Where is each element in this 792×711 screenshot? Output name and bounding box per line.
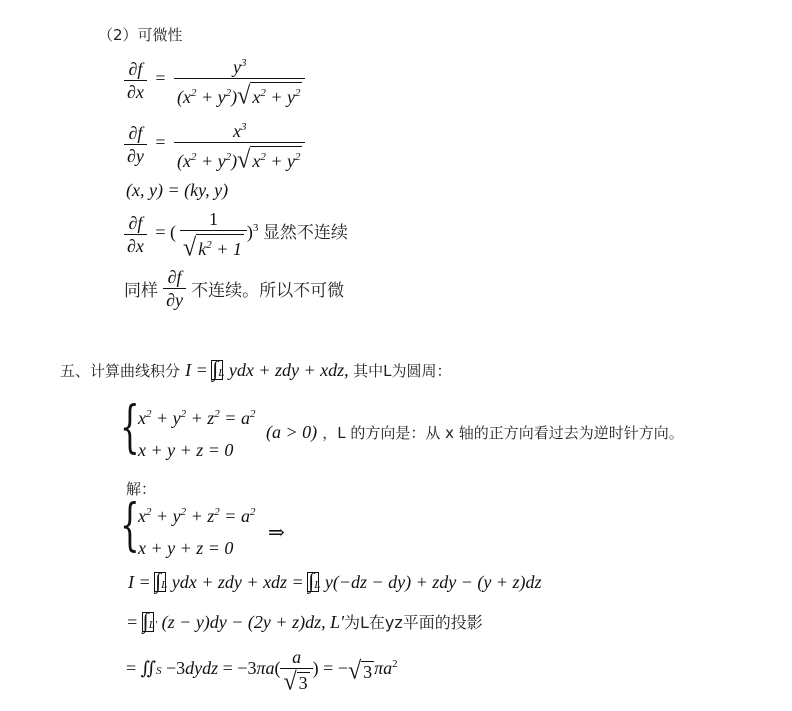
conclusion-suffix: 不连续。所以不可微 — [191, 281, 345, 301]
solution-step-1: I = ∫L ydx + zdy + xdz = ∫L y(−dz − dy) + zdy − (y + z)dz — [128, 568, 542, 593]
fraction: a √ 3 — [280, 646, 312, 694]
equation-limit: $\frac{\partial f}{\partial x}$ = ( 1 √ $k^2 + 1$ )$^3$ 显然不连续 — [124, 208, 348, 260]
system-line-2: x + y + z = 0 — [138, 440, 234, 460]
left-brace: { — [120, 493, 140, 558]
solution-step-3: = ∬S −3dydz = −3πa( a √ 3 ) = − √ 3 $\pi a^2$ — [126, 647, 398, 696]
fraction-rhs: $x^3$ $(x^2 + y^2)$ √ $x^2 + y^2$ — [174, 116, 305, 172]
problem-integral: I = ∫L ydx + zdy + xdz, — [185, 356, 354, 381]
problem-label: 五、计算曲线积分 — [60, 362, 181, 380]
solution-label: 解： — [126, 480, 157, 498]
problem-condition — [266, 422, 684, 443]
system-line-1: $x^2 + y^2 + z^2 = a^2$ — [138, 408, 256, 428]
problem-where: 其中L为圆周： — [353, 362, 452, 380]
system-line-2: x + y + z = 0 — [138, 538, 234, 558]
equation-df-dx: $\frac{\partial f}{\partial x}$ = $y^3$ $(x^2 + y^2)$ √ $x^2 + y^2$ — [124, 52, 305, 108]
condition-a-positive: (a > 0) — [266, 422, 318, 442]
left-brace: { — [120, 395, 140, 460]
section-heading: （2）可微性 — [98, 26, 183, 44]
partial-fraction-lhs: $\frac{\partial f}{\partial x}$ — [124, 58, 147, 103]
projection-text: 为L在yz平面的投影 — [343, 613, 483, 632]
fraction-rhs: 1 √ $k^2 + 1$ — [180, 208, 247, 260]
problem-statement — [60, 356, 452, 382]
equation-substitution: (x, y) = (ky, y) — [126, 180, 229, 200]
solution-step-2: = ∫L' (z − y)dy − (2y + z)dz, L'为L在yz平面的投影 — [126, 608, 483, 633]
partial-fraction: $\frac{\partial f}{\partial y}$ — [163, 266, 186, 311]
partial-fraction-lhs: $\frac{\partial f}{\partial y}$ — [124, 122, 147, 167]
fraction-rhs: $y^3$ $(x^2 + y^2)$ √ $x^2 + y^2$ — [174, 52, 305, 108]
equation-df-dy: $\frac{\partial f}{\partial y}$ = $x^3$ $(x^2 + y^2)$ √ $x^2 + y^2$ — [124, 116, 305, 172]
conclusion-text: 显然不连续 — [262, 223, 348, 244]
conclusion-line — [124, 266, 344, 311]
conclusion-prefix: 同样 — [124, 281, 158, 301]
system-line-1: $x^2 + y^2 + z^2 = a^2$ — [138, 506, 256, 526]
direction-text: ，L 的方向是：从 x 轴的正方向看过去为逆时针方向。 — [322, 424, 684, 442]
partial-fraction-lhs: $\frac{\partial f}{\partial x}$ — [124, 212, 147, 257]
implies-arrow: ⇒ — [268, 522, 285, 544]
